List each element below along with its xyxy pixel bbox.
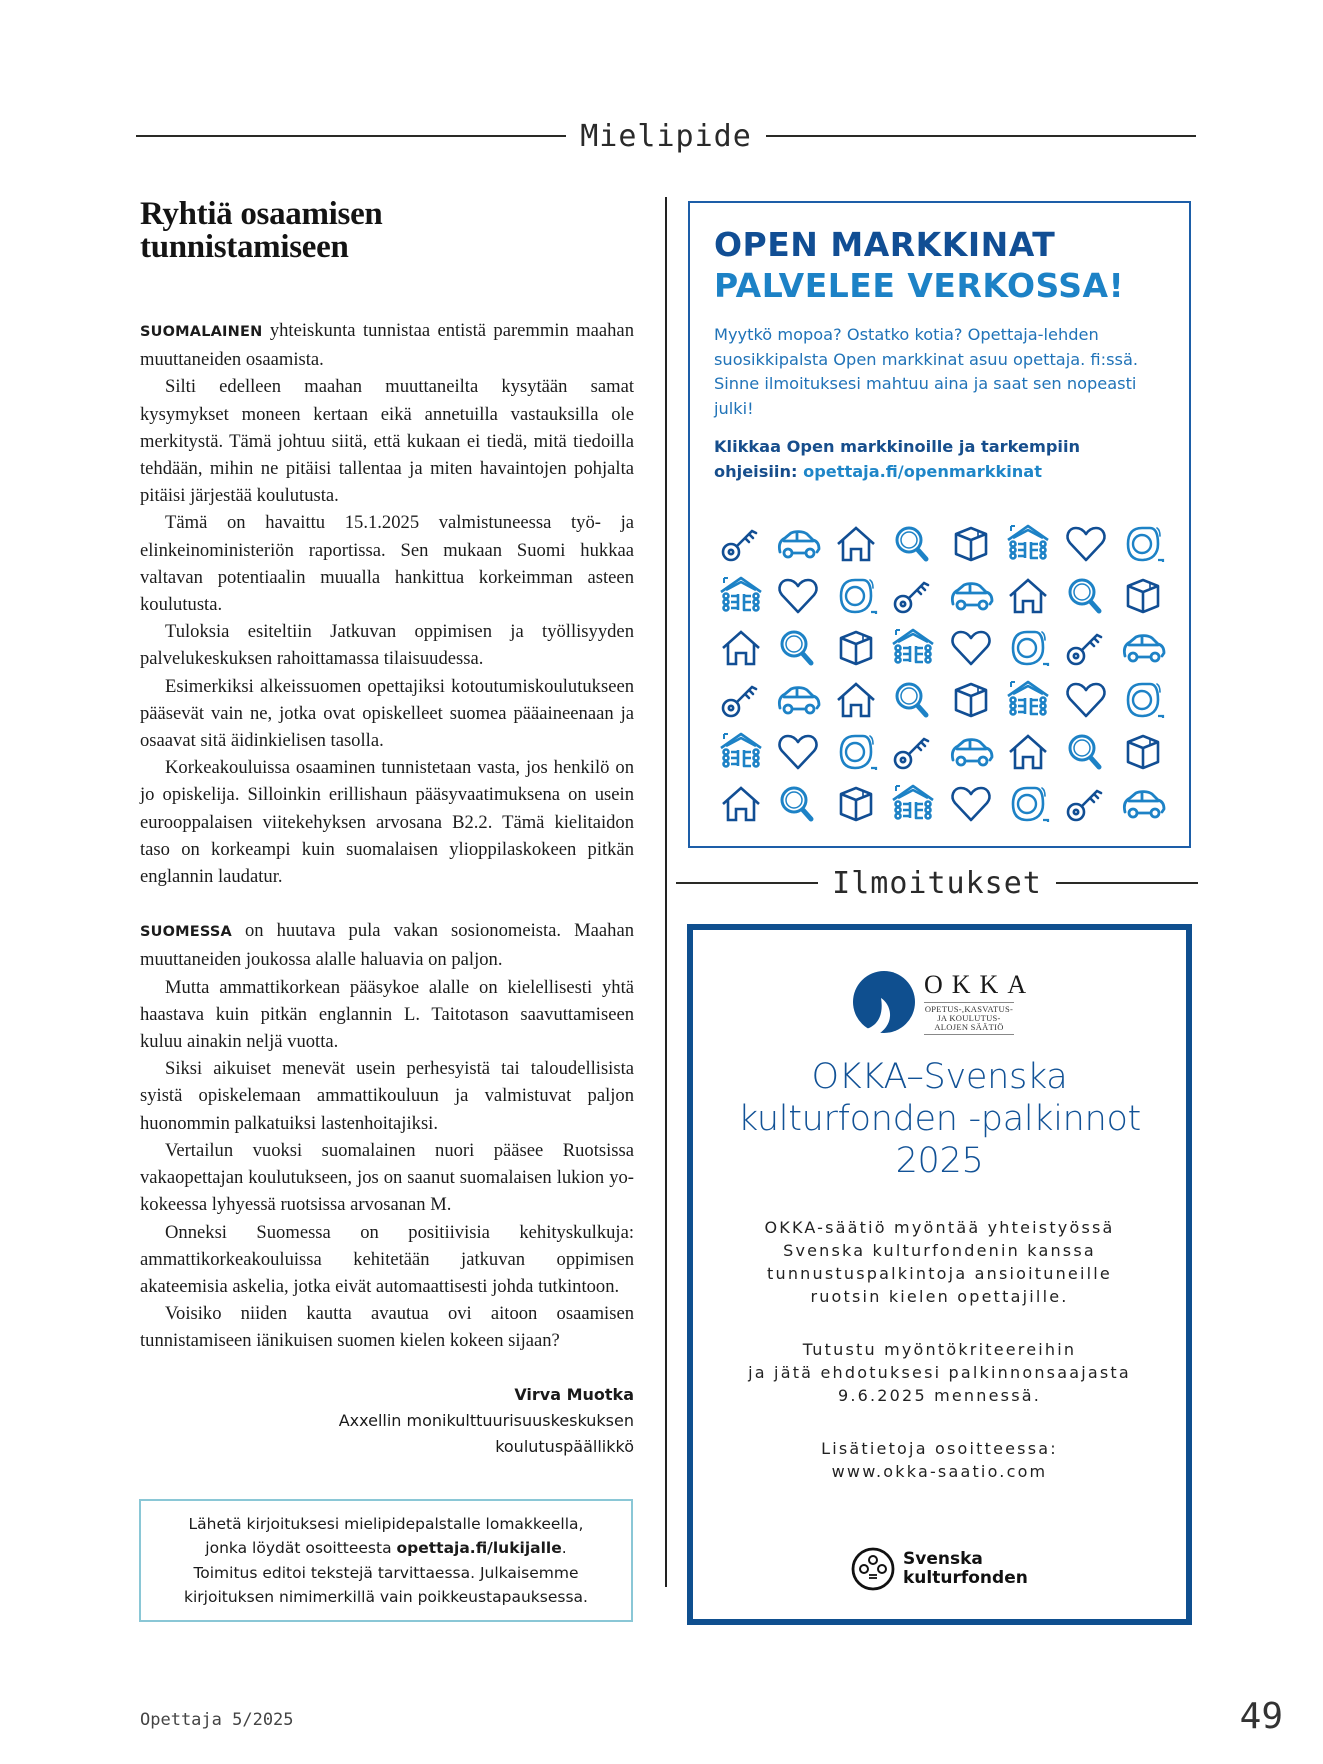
cabin-icon xyxy=(712,729,770,775)
lukijalle-link[interactable]: opettaja.fi/lukijalle xyxy=(396,1539,562,1557)
header-rule-right xyxy=(1056,882,1198,884)
cabin-icon xyxy=(712,573,770,619)
okka-website-link[interactable]: www.okka-saatio.com xyxy=(831,1462,1048,1481)
cta-text: Klikkaa Open markkinoille ja tarkempiin ohjeisiin: xyxy=(714,437,1081,481)
info-text: jonka löydät osoitteesta xyxy=(205,1539,397,1557)
kulturfonden-emblem-icon xyxy=(851,1547,895,1591)
paragraph-text: yhteiskunta tunnistaa entistä paremmin maahan muuttaneiden osaamista. xyxy=(140,320,634,371)
sponsor-line: Svenska xyxy=(903,1549,983,1569)
openmarkkinat-link[interactable]: opettaja.fi/openmarkkinat xyxy=(803,461,1042,481)
house-icon xyxy=(827,677,885,723)
heart-icon xyxy=(1057,521,1115,567)
info-line xyxy=(184,1536,588,1561)
paragraph: Korkeakouluissa osaaminen tunnistetaan vasta, jos henkilö on jo opiskelija. Silloinkin erillishaun pääsyvaatimuksena on usein eurooppalaisen viitekehyksen arvosana B2.2. Tämä kielitaidon taso on korkeampi kuin suomalaisen ylioppilaskokeen pitkän englannin laudatur. xyxy=(140,757,634,888)
info-line: kirjoituksen nimimerkillä vain poikkeustapauksessa. xyxy=(184,1588,588,1606)
publication-issue: Opettaja 5/2025 xyxy=(140,1710,294,1730)
key-icon xyxy=(885,729,943,775)
box-icon xyxy=(1115,729,1173,775)
section-header-ilmoitukset xyxy=(676,865,1198,901)
paragraph: Siksi aikuiset menevät usein perhesyistä tai taloudellisista syistä opiskelemaan ammattikouluun ja valmistuvat paljon huonommin palkatuiksi lastenhoitajiksi. xyxy=(140,1058,634,1134)
key-icon xyxy=(712,521,770,567)
ad-title-line-1: OPEN MARKKINAT xyxy=(714,225,1056,264)
info-line: Lähetä kirjoituksesi mielipidepalstalle lomakkeella, xyxy=(188,1514,584,1533)
okka-wordmark: OKKA xyxy=(924,970,1036,999)
key-icon xyxy=(1057,625,1115,671)
car-icon xyxy=(770,521,828,567)
car-icon xyxy=(1115,781,1173,827)
car-icon xyxy=(770,677,828,723)
header-rule-left xyxy=(676,882,818,884)
magnifier-icon xyxy=(770,781,828,827)
info-text: . xyxy=(561,1539,567,1557)
okka-award-ad[interactable] xyxy=(687,924,1192,1625)
box-icon xyxy=(1115,573,1173,619)
tape-measure-icon xyxy=(1000,781,1058,827)
opinion-article xyxy=(140,198,634,1460)
ad-title-line-2: PALVELEE VERKOSSA! xyxy=(714,266,1125,305)
magnifier-icon xyxy=(885,677,943,723)
lead-caps: SUOMESSA xyxy=(140,924,232,941)
sponsor-name xyxy=(903,1550,1028,1588)
cabin-icon xyxy=(1000,677,1058,723)
tape-measure-icon xyxy=(1115,521,1173,567)
icon-grid xyxy=(712,521,1172,827)
magnifier-icon xyxy=(770,625,828,671)
okka-paragraph xyxy=(693,1338,1186,1407)
okka-subtitle-line: OPETUS-,KASVATUS- xyxy=(924,1004,1014,1014)
tape-measure-icon xyxy=(1000,625,1058,671)
section-title: Mielipide xyxy=(580,118,752,154)
okka-subtitle-line: JA KOULUTUS- xyxy=(937,1013,1001,1023)
okka-paragraph xyxy=(693,1437,1186,1483)
heart-icon xyxy=(770,573,828,619)
car-icon xyxy=(942,573,1000,619)
paragraph: Onneksi Suomessa on positiivisia kehityskulkuja: ammattikorkeakouluissa kehitetään jatkuvan oppimisen akateemisia askelia, jotka eivät automaattisesti johda tutkintoon. xyxy=(140,1221,634,1297)
author-name: Virva Muotka xyxy=(514,1384,634,1404)
okka-line: ruotsin kielen opettajille. xyxy=(810,1287,1069,1306)
okka-line: OKKA-säätiö myöntää yhteistyössä xyxy=(764,1218,1115,1237)
author-role: Axxellin monikulttuurisuuskeskuksen xyxy=(338,1410,634,1430)
header-rule-left xyxy=(136,135,566,137)
paragraph: Voisiko niiden kautta avautua ovi aitoon osaamisen tunnistamiseen iänikuisen suomen kielen kokeen sijaan? xyxy=(140,1303,634,1352)
ad-description: Myytkö mopoa? Ostatko kotia? Opettaja-lehden suosikkipalsta Open markkinat asuu opettaja. fi:ssä. Sinne ilmoituksesi mahtuu aina ja saat sen nopeasti julki! xyxy=(714,325,1139,418)
paragraph xyxy=(140,317,634,373)
key-icon xyxy=(885,573,943,619)
okka-subtitle xyxy=(924,1002,1014,1035)
house-icon xyxy=(827,521,885,567)
cabin-icon xyxy=(885,625,943,671)
article-title xyxy=(140,198,634,264)
key-icon xyxy=(712,677,770,723)
sponsor-line: kulturfonden xyxy=(903,1568,1028,1588)
heart-icon xyxy=(942,625,1000,671)
car-icon xyxy=(942,729,1000,775)
magnifier-icon xyxy=(885,521,943,567)
house-icon xyxy=(1000,573,1058,619)
magnifier-icon xyxy=(1057,573,1115,619)
house-icon xyxy=(712,625,770,671)
tape-measure-icon xyxy=(827,729,885,775)
okka-title-line: OKKA–Svenska xyxy=(811,1057,1068,1097)
okka-line: Tutustu myöntökriteereihin xyxy=(802,1340,1077,1359)
okka-title-line: 2025 xyxy=(895,1141,984,1181)
paragraph: Esimerkiksi alkeissuomen opettajiksi kotoutumiskoulutukseen pääsevät vain ne, jotka ovat opiskelleet suomea pääaineenaan ja osaavat sitä äidinkielisen tasolla. xyxy=(140,675,634,752)
open-markkinat-ad[interactable] xyxy=(688,201,1191,848)
magnifier-icon xyxy=(1057,729,1115,775)
section-header-mielipide xyxy=(136,116,1196,156)
box-icon xyxy=(942,521,1000,567)
house-icon xyxy=(712,781,770,827)
car-icon xyxy=(1115,625,1173,671)
okka-swoosh-icon xyxy=(851,970,915,1038)
house-icon xyxy=(1000,729,1058,775)
paragraph: Tuloksia esiteltiin Jatkuvan oppimisen ja työllisyyden palvelukeskuksen rahoittamassa tilaisuudessa. xyxy=(140,621,634,670)
okka-line: 9.6.2025 mennessä. xyxy=(837,1386,1042,1405)
box-icon xyxy=(942,677,1000,723)
column-divider xyxy=(665,197,667,1587)
ad-call-to-action xyxy=(714,435,1154,484)
heart-icon xyxy=(942,781,1000,827)
cabin-icon xyxy=(1000,521,1058,567)
header-rule-right xyxy=(766,135,1196,137)
submission-info-box xyxy=(139,1499,633,1622)
heart-icon xyxy=(1057,677,1115,723)
author-role: koulutuspäällikkö xyxy=(495,1436,634,1456)
okka-title-line: kulturfonden -palkinnot xyxy=(738,1099,1141,1139)
lead-caps: SUOMALAINEN xyxy=(140,324,263,340)
article-body xyxy=(140,317,634,1355)
box-icon xyxy=(827,625,885,671)
okka-logo xyxy=(851,968,1036,1038)
info-line: Toimitus editoi tekstejä tarvittaessa. Julkaisemme xyxy=(193,1563,579,1582)
okka-paragraph xyxy=(693,1216,1186,1308)
tape-measure-icon xyxy=(1115,677,1173,723)
okka-line: ja jätä ehdotuksesi palkinnonsaajasta xyxy=(748,1363,1131,1382)
svenska-kulturfonden-logo xyxy=(851,1547,1028,1591)
box-icon xyxy=(827,781,885,827)
author-signature xyxy=(140,1382,634,1460)
heart-icon xyxy=(770,729,828,775)
page-number: 49 xyxy=(1239,1696,1283,1737)
title-line-1: Ryhtiä osaamisen xyxy=(140,196,383,232)
okka-ad-title xyxy=(693,1056,1186,1182)
okka-subtitle-line: ALOJEN SÄÄTIÖ xyxy=(934,1022,1004,1032)
tape-measure-icon xyxy=(827,573,885,619)
okka-line: Lisätietoja osoitteessa: xyxy=(821,1439,1058,1458)
title-line-2: tunnistamiseen xyxy=(140,229,349,265)
key-icon xyxy=(1057,781,1115,827)
paragraph xyxy=(140,917,634,973)
okka-line: tunnustuspalkintoja ansioituneille xyxy=(767,1264,1112,1283)
paragraph: Tämä on havaittu 15.1.2025 valmistuneessa työ- ja elinkeinoministeriön raportissa. Sen mukaan Suomi hukkaa valtavan potentiaalin muualla hankittua korkeimman asteen koulutusta. xyxy=(140,512,634,616)
paragraph-text: on huutava pula vakan sosionomeista. Maahan muuttaneiden joukossa alalle haluavia on paljon. xyxy=(140,920,634,971)
paragraph-gap xyxy=(140,890,634,917)
cabin-icon xyxy=(885,781,943,827)
paragraph: Silti edelleen maahan muuttaneilta kysytään samat kysymykset moneen kertaan eikä annetuilla vastauksilla ole merkitystä. Tämä johtuu siitä, että kukaan ei tiedä, mitä tiedoilla tehdään, mihin ne pitäisi tallentaa ja miten havaintojen pohjalta pitäisi järjestää koulutusta. xyxy=(140,376,634,507)
paragraph: Mutta ammattikorkean pääsykoe alalle on kielellisesti yhtä haastava kuin pitkän englannin L. Taitotason saavuttamiseen kuluu ainakin neljä vuotta. xyxy=(140,976,634,1053)
section-title: Ilmoitukset xyxy=(832,865,1042,901)
paragraph: Vertailun vuoksi suomalainen nuori pääsee Ruotsissa vakaopettajan koulutukseen, jos on saanut suomalaisen lukion yo-kokeessa lyhyessä ruotsissa arvosanan M. xyxy=(140,1139,634,1216)
okka-line: Svenska kulturfondenin kanssa xyxy=(783,1241,1096,1260)
